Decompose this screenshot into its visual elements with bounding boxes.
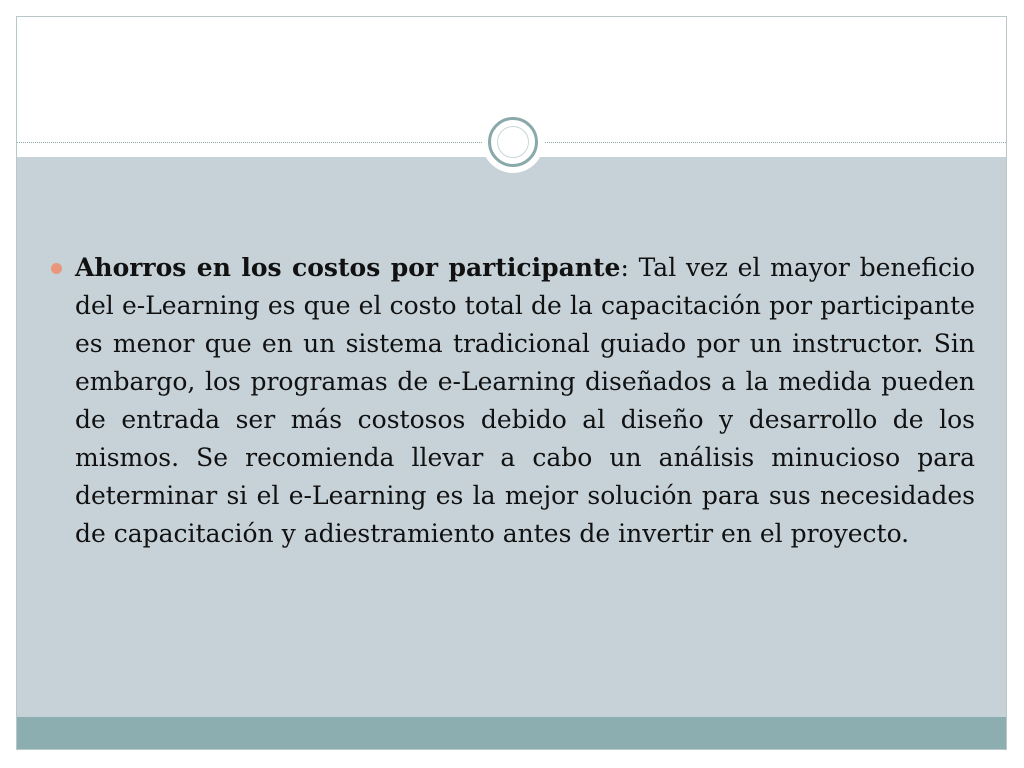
slide: [16, 16, 1007, 750]
footer-band: [17, 717, 1006, 750]
bullet-dot-icon: [51, 263, 62, 274]
ornament-inner-ring: [497, 126, 529, 158]
bullet-item: [47, 249, 975, 553]
ornament-ring: [488, 117, 538, 167]
bullet-heading: Ahorros en los costos por participante: [75, 253, 621, 282]
slide-content: [47, 249, 975, 553]
bullet-separator: :: [620, 253, 629, 282]
circle-ornament-icon: [482, 111, 544, 173]
bullet-body-text: Tal vez el mayor beneficio del e-Learning es que el costo total de la capacitación por participante es menor que en un sistema tradicional guiado por un instructor. Sin embargo, los programas de e-Learning diseñados a la medida pueden de entrada ser más costosos debido al diseño y desarrollo de los mismos. Se recomienda llevar a cabo un análisis minucioso para determinar si el e-Learning es la mejor solución para sus necesidades de capacitación y adiestramiento antes de invertir en el proyecto.: [75, 253, 975, 548]
